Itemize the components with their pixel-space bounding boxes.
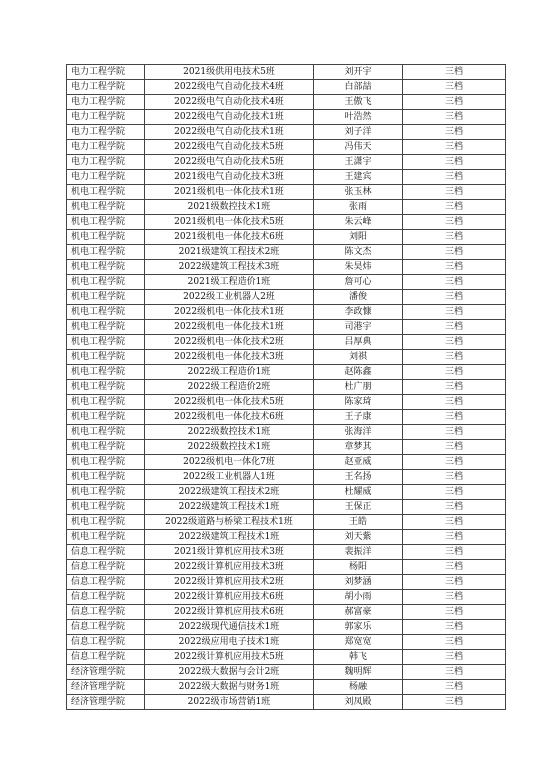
class-cell: 2022级电气自动化技术1班 [145,110,314,125]
level-cell: 三档 [403,245,506,260]
table-row [67,530,506,545]
student-name-cell: 杜耀威 [314,485,403,500]
table-row [67,680,506,695]
table-row [67,395,506,410]
student-name-cell: 张海洋 [314,425,403,440]
student-name-cell: 赵亚威 [314,455,403,470]
student-name-cell: 刘子洋 [314,125,403,140]
college-cell: 信息工程学院 [67,575,145,590]
class-cell: 2022级计算机应用技术5班 [145,650,314,665]
table-row [67,80,506,95]
class-cell: 2022级现代通信技术1班 [145,620,314,635]
class-cell: 2022级机电一体化技术6班 [145,410,314,425]
table-row [67,305,506,320]
roster-sheet [66,64,506,710]
student-name-cell: 郑宽宽 [314,635,403,650]
table-row [67,695,506,710]
class-cell: 2022级道路与桥梁工程技术1班 [145,515,314,530]
level-cell: 三档 [403,155,506,170]
class-cell: 2021级数控技术1班 [145,200,314,215]
class-cell: 2022级机电一体化技术3班 [145,350,314,365]
class-cell: 2022级计算机应用技术6班 [145,590,314,605]
class-cell: 2021级机电一体化技术5班 [145,215,314,230]
college-cell: 机电工程学院 [67,245,145,260]
class-cell: 2022级工业机器人2班 [145,290,314,305]
level-cell: 三档 [403,365,506,380]
college-cell: 电力工程学院 [67,140,145,155]
table-row [67,575,506,590]
student-name-cell: 王子康 [314,410,403,425]
table-row [67,440,506,455]
table-row [67,215,506,230]
student-name-cell: 刘天紫 [314,530,403,545]
class-cell: 2022级应用电子技术1班 [145,635,314,650]
class-cell: 2022级市场营销1班 [145,695,314,710]
college-cell: 电力工程学院 [67,110,145,125]
table-row [67,185,506,200]
college-cell: 机电工程学院 [67,230,145,245]
college-cell: 经济管理学院 [67,665,145,680]
class-cell: 2022级电气自动化技术4班 [145,95,314,110]
class-cell: 2021级电气自动化技术3班 [145,170,314,185]
class-cell: 2021级供用电技术5班 [145,65,314,80]
level-cell: 三档 [403,530,506,545]
level-cell: 三档 [403,380,506,395]
college-cell: 机电工程学院 [67,185,145,200]
level-cell: 三档 [403,305,506,320]
level-cell: 三档 [403,410,506,425]
table-row [67,140,506,155]
student-name-cell: 刘开宇 [314,65,403,80]
student-name-cell: 朱云峰 [314,215,403,230]
table-row [67,125,506,140]
college-cell: 信息工程学院 [67,605,145,620]
college-cell: 电力工程学院 [67,170,145,185]
table-row [67,245,506,260]
college-cell: 机电工程学院 [67,260,145,275]
student-name-cell: 赵陈鑫 [314,365,403,380]
student-name-cell: 白部喆 [314,80,403,95]
college-cell: 信息工程学院 [67,560,145,575]
student-name-cell: 杨融 [314,680,403,695]
table-row [67,350,506,365]
student-name-cell: 司港宇 [314,320,403,335]
class-cell: 2022级计算机应用技术6班 [145,605,314,620]
table-row [67,560,506,575]
table-row [67,455,506,470]
college-cell: 机电工程学院 [67,485,145,500]
student-name-cell: 杨阳 [314,560,403,575]
class-cell: 2022级数控技术1班 [145,425,314,440]
table-row [67,365,506,380]
level-cell: 三档 [403,395,506,410]
college-cell: 机电工程学院 [67,290,145,305]
class-cell: 2021级工程造价1班 [145,275,314,290]
college-cell: 信息工程学院 [67,590,145,605]
level-cell: 三档 [403,650,506,665]
class-cell: 2022级工业机器人1班 [145,470,314,485]
class-cell: 2022级大数据与财务1班 [145,680,314,695]
class-cell: 2022级机电一体化7班 [145,455,314,470]
table-row [67,320,506,335]
college-cell: 机电工程学院 [67,215,145,230]
student-name-cell: 王皓 [314,515,403,530]
class-cell: 2022级机电一体化技术1班 [145,320,314,335]
table-row [67,410,506,425]
class-cell: 2022级电气自动化技术5班 [145,140,314,155]
class-cell: 2022级建筑工程技术3班 [145,260,314,275]
level-cell: 三档 [403,140,506,155]
student-name-cell: 韩飞 [314,650,403,665]
level-cell: 三档 [403,560,506,575]
college-cell: 机电工程学院 [67,305,145,320]
class-cell: 2022级计算机应用技术2班 [145,575,314,590]
college-cell: 信息工程学院 [67,635,145,650]
college-cell: 机电工程学院 [67,200,145,215]
table-row [67,275,506,290]
level-cell: 三档 [403,65,506,80]
level-cell: 三档 [403,200,506,215]
student-name-cell: 叶浩然 [314,110,403,125]
table-row [67,200,506,215]
college-cell: 机电工程学院 [67,365,145,380]
level-cell: 三档 [403,275,506,290]
college-cell: 信息工程学院 [67,620,145,635]
table-row [67,590,506,605]
table-row [67,515,506,530]
level-cell: 三档 [403,620,506,635]
class-cell: 2022级工程造价1班 [145,365,314,380]
table-row [67,230,506,245]
student-name-cell: 章梦其 [314,440,403,455]
college-cell: 经济管理学院 [67,680,145,695]
class-cell: 2021级建筑工程技术2班 [145,245,314,260]
table-row [67,470,506,485]
class-cell: 2022级建筑工程技术2班 [145,485,314,500]
table-row [67,260,506,275]
student-name-cell: 王名扬 [314,470,403,485]
table-row [67,485,506,500]
level-cell: 三档 [403,440,506,455]
level-cell: 三档 [403,515,506,530]
table-row [67,65,506,80]
college-cell: 电力工程学院 [67,80,145,95]
student-name-cell: 郝富豪 [314,605,403,620]
college-cell: 机电工程学院 [67,470,145,485]
table-row [67,545,506,560]
class-cell: 2021级机电一体化技术1班 [145,185,314,200]
level-cell: 三档 [403,95,506,110]
level-cell: 三档 [403,125,506,140]
student-name-cell: 潘俊 [314,290,403,305]
level-cell: 三档 [403,470,506,485]
student-name-cell: 王建宾 [314,170,403,185]
college-cell: 电力工程学院 [67,155,145,170]
student-name-cell: 张雨 [314,200,403,215]
student-name-cell: 李政慷 [314,305,403,320]
class-cell: 2021级机电一体化技术6班 [145,230,314,245]
college-cell: 机电工程学院 [67,335,145,350]
student-name-cell: 杜广朋 [314,380,403,395]
college-cell: 机电工程学院 [67,515,145,530]
table-row [67,665,506,680]
class-cell: 2022级大数据与会计2班 [145,665,314,680]
student-name-cell: 魏明辉 [314,665,403,680]
student-name-cell: 吕厚典 [314,335,403,350]
level-cell: 三档 [403,230,506,245]
college-cell: 机电工程学院 [67,395,145,410]
level-cell: 三档 [403,110,506,125]
student-name-cell: 刘凤殿 [314,695,403,710]
level-cell: 三档 [403,590,506,605]
level-cell: 三档 [403,500,506,515]
level-cell: 三档 [403,665,506,680]
table-row [67,500,506,515]
roster-table [66,64,506,710]
college-cell: 机电工程学院 [67,320,145,335]
level-cell: 三档 [403,185,506,200]
student-name-cell: 王潇宇 [314,155,403,170]
table-row [67,620,506,635]
student-name-cell: 陈文杰 [314,245,403,260]
college-cell: 电力工程学院 [67,125,145,140]
student-name-cell: 冯伟天 [314,140,403,155]
student-name-cell: 刘祺 [314,350,403,365]
student-name-cell: 张玉林 [314,185,403,200]
level-cell: 三档 [403,545,506,560]
college-cell: 机电工程学院 [67,275,145,290]
student-name-cell: 陈家琦 [314,395,403,410]
level-cell: 三档 [403,350,506,365]
student-name-cell: 刘梦涵 [314,575,403,590]
level-cell: 三档 [403,335,506,350]
table-row [67,605,506,620]
table-row [67,95,506,110]
level-cell: 三档 [403,695,506,710]
level-cell: 三档 [403,260,506,275]
level-cell: 三档 [403,680,506,695]
class-cell: 2022级建筑工程技术1班 [145,530,314,545]
college-cell: 电力工程学院 [67,95,145,110]
level-cell: 三档 [403,635,506,650]
college-cell: 机电工程学院 [67,425,145,440]
table-row [67,290,506,305]
level-cell: 三档 [403,575,506,590]
college-cell: 机电工程学院 [67,530,145,545]
student-name-cell: 胡小雨 [314,590,403,605]
level-cell: 三档 [403,485,506,500]
table-row [67,380,506,395]
table-row [67,170,506,185]
table-row [67,635,506,650]
college-cell: 机电工程学院 [67,440,145,455]
college-cell: 机电工程学院 [67,410,145,425]
level-cell: 三档 [403,170,506,185]
level-cell: 三档 [403,320,506,335]
class-cell: 2021级计算机应用技术3班 [145,545,314,560]
class-cell: 2022级工程造价2班 [145,380,314,395]
student-name-cell: 朱昊炜 [314,260,403,275]
class-cell: 2022级电气自动化技术4班 [145,80,314,95]
table-row [67,155,506,170]
class-cell: 2022级机电一体化技术5班 [145,395,314,410]
level-cell: 三档 [403,425,506,440]
table-row [67,425,506,440]
class-cell: 2022级建筑工程技术1班 [145,500,314,515]
student-name-cell: 郭家乐 [314,620,403,635]
level-cell: 三档 [403,455,506,470]
college-cell: 信息工程学院 [67,545,145,560]
class-cell: 2022级机电一体化技术2班 [145,335,314,350]
class-cell: 2022级电气自动化技术1班 [145,125,314,140]
class-cell: 2022级计算机应用技术3班 [145,560,314,575]
table-row [67,110,506,125]
roster-table-body [67,65,506,710]
level-cell: 三档 [403,290,506,305]
student-name-cell: 王保正 [314,500,403,515]
level-cell: 三档 [403,215,506,230]
college-cell: 机电工程学院 [67,350,145,365]
class-cell: 2022级电气自动化技术5班 [145,155,314,170]
table-row [67,650,506,665]
student-name-cell: 刘阳 [314,230,403,245]
table-row [67,335,506,350]
college-cell: 机电工程学院 [67,380,145,395]
college-cell: 电力工程学院 [67,65,145,80]
student-name-cell: 裴振洋 [314,545,403,560]
college-cell: 信息工程学院 [67,650,145,665]
college-cell: 机电工程学院 [67,500,145,515]
student-name-cell: 王傲飞 [314,95,403,110]
class-cell: 2022级数控技术1班 [145,440,314,455]
college-cell: 经济管理学院 [67,695,145,710]
college-cell: 机电工程学院 [67,455,145,470]
student-name-cell: 詹可心 [314,275,403,290]
class-cell: 2022级机电一体化技术1班 [145,305,314,320]
level-cell: 三档 [403,80,506,95]
level-cell: 三档 [403,605,506,620]
